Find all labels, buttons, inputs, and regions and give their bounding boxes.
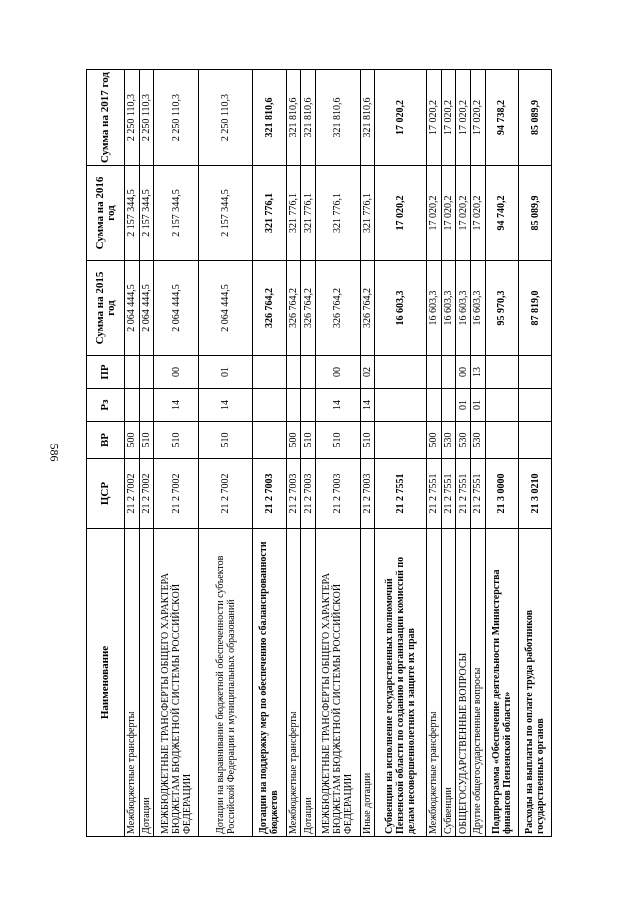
cell-vr [519,422,552,459]
cell-vr: 510 [154,422,199,459]
cell-s2016: 17 020,2 [427,166,442,261]
header-pr: ПР [87,356,125,389]
cell-csr: 21 2 7551 [427,459,442,529]
table-row [456,70,471,837]
cell-pr [301,356,316,389]
cell-csr: 21 2 7551 [375,459,427,529]
cell-pr [441,356,456,389]
cell-name: Дотации [139,529,154,837]
cell-s2015: 326 764,2 [253,261,287,356]
table-row [315,70,360,837]
cell-s2016: 321 776,1 [315,166,360,261]
cell-s2016: 85 089,9 [519,166,552,261]
cell-s2017: 2 250 110,3 [139,70,154,166]
cell-name: Другие общегосударственные вопросы [470,529,485,837]
cell-vr: 500 [286,422,301,459]
cell-s2016: 17 020,2 [375,166,427,261]
cell-name: Подпрограмма «Обеспечение деятельности Министерства финансов Пензенской области» [485,529,519,837]
cell-rz: 14 [199,389,253,422]
cell-rz [375,389,427,422]
cell-s2015: 2 064 444,5 [154,261,199,356]
cell-rz [427,389,442,422]
cell-pr [253,356,287,389]
table-row [360,70,375,837]
cell-pr [286,356,301,389]
cell-csr: 21 3 0000 [485,459,519,529]
cell-vr: 500 [427,422,442,459]
cell-s2017: 17 020,2 [427,70,442,166]
cell-csr: 21 2 7003 [360,459,375,529]
cell-rz: 14 [360,389,375,422]
cell-s2017: 2 250 110,3 [199,70,253,166]
cell-name: Межбюджетные трансферты [427,529,442,837]
table-body [125,70,552,837]
cell-pr [519,356,552,389]
cell-name: Субвенции [441,529,456,837]
cell-rz [441,389,456,422]
header-2017: Сумма на 2017 год [87,70,125,166]
cell-s2017: 2 250 110,3 [154,70,199,166]
table-row [301,70,316,837]
cell-rz [139,389,154,422]
header-vr: ВР [87,422,125,459]
cell-name: Дотации [301,529,316,837]
cell-vr: 510 [301,422,316,459]
cell-pr [485,356,519,389]
page-number: 586 [47,443,62,462]
cell-s2017: 17 020,2 [375,70,427,166]
header-2016: Сумма на 2016 год [87,166,125,261]
cell-rz: 01 [456,389,471,422]
cell-csr: 21 2 7003 [286,459,301,529]
header-csr: ЦСР [87,459,125,529]
cell-pr [375,356,427,389]
cell-csr: 21 2 7002 [125,459,140,529]
cell-pr: 01 [199,356,253,389]
cell-vr: 510 [360,422,375,459]
cell-s2015: 16 603,3 [375,261,427,356]
cell-rz [253,389,287,422]
table-row [286,70,301,837]
cell-pr: 02 [360,356,375,389]
cell-name: Дотации на поддержку мер по обеспечению сбалансированности бюджетов [253,529,287,837]
table-row [519,70,552,837]
cell-s2017: 17 020,2 [470,70,485,166]
cell-csr: 21 2 7002 [199,459,253,529]
table-row [427,70,442,837]
header-name: Наименование [87,529,125,837]
table-row [253,70,287,837]
cell-s2016: 17 020,2 [441,166,456,261]
cell-vr: 510 [199,422,253,459]
rotated-page [86,70,552,837]
cell-pr [139,356,154,389]
table-row [154,70,199,837]
cell-s2015: 16 603,3 [441,261,456,356]
cell-csr: 21 3 0210 [519,459,552,529]
cell-s2017: 321 810,6 [360,70,375,166]
table-row [441,70,456,837]
table-row [485,70,519,837]
cell-rz: 01 [470,389,485,422]
cell-s2016: 2 157 344,5 [125,166,140,261]
cell-pr [427,356,442,389]
cell-pr: 00 [315,356,360,389]
cell-name: Межбюджетные трансферты [286,529,301,837]
cell-rz: 14 [315,389,360,422]
cell-csr: 21 2 7551 [441,459,456,529]
cell-s2017: 321 810,6 [301,70,316,166]
cell-s2015: 95 970,3 [485,261,519,356]
cell-pr [125,356,140,389]
cell-s2015: 16 603,3 [470,261,485,356]
cell-s2017: 85 089,9 [519,70,552,166]
cell-s2017: 17 020,2 [441,70,456,166]
cell-rz [286,389,301,422]
cell-name: ОБЩЕГОСУДАРСТВЕННЫЕ ВОПРОСЫ [456,529,471,837]
cell-vr [253,422,287,459]
cell-rz: 14 [154,389,199,422]
cell-s2015: 16 603,3 [427,261,442,356]
cell-rz [301,389,316,422]
cell-vr: 530 [441,422,456,459]
cell-s2017: 94 738,2 [485,70,519,166]
cell-name: МЕЖБЮДЖЕТНЫЕ ТРАНСФЕРТЫ ОБЩЕГО ХАРАКТЕРА БЮДЖЕТАМ БЮДЖЕТНОЙ СИСТЕМЫ РОССИЙСКОЙ ФЕДЕРАЦИИ [154,529,199,837]
table-row [139,70,154,837]
cell-vr: 510 [315,422,360,459]
cell-name: МЕЖБЮДЖЕТНЫЕ ТРАНСФЕРТЫ ОБЩЕГО ХАРАКТЕРА БЮДЖЕТАМ БЮДЖЕТНОЙ СИСТЕМЫ РОССИЙСКОЙ ФЕДЕРАЦИИ [315,529,360,837]
cell-rz [485,389,519,422]
cell-s2015: 326 764,2 [360,261,375,356]
cell-s2017: 2 250 110,3 [125,70,140,166]
cell-name: Межбюджетные трансферты [125,529,140,837]
cell-csr: 21 2 7002 [139,459,154,529]
cell-vr: 530 [456,422,471,459]
cell-pr: 00 [456,356,471,389]
cell-name: Субвенции на исполнение государственных полномочий Пензенской области по созданию и организации комиссий по делам несовершеннолетних и защите их прав [375,529,427,837]
cell-s2015: 326 764,2 [301,261,316,356]
header-rz: Рз [87,389,125,422]
cell-s2016: 94 740,2 [485,166,519,261]
table-row [470,70,485,837]
cell-pr: 13 [470,356,485,389]
cell-s2017: 321 810,6 [315,70,360,166]
cell-csr: 21 2 7003 [315,459,360,529]
cell-name: Расходы на выплаты по оплате труда работников государственных органов [519,529,552,837]
cell-s2016: 2 157 344,5 [199,166,253,261]
cell-name: Иные дотации [360,529,375,837]
cell-s2015: 87 819,0 [519,261,552,356]
cell-s2016: 2 157 344,5 [154,166,199,261]
cell-csr: 21 2 7002 [154,459,199,529]
table-row [125,70,140,837]
cell-vr [375,422,427,459]
cell-vr: 510 [139,422,154,459]
cell-s2017: 321 810,6 [253,70,287,166]
header-row [87,70,125,837]
cell-pr: 00 [154,356,199,389]
cell-s2015: 2 064 444,5 [125,261,140,356]
cell-s2016: 17 020,2 [470,166,485,261]
cell-s2017: 17 020,2 [456,70,471,166]
header-2015: Сумма на 2015 год [87,261,125,356]
budget-table [86,69,552,837]
table-row [375,70,427,837]
cell-s2016: 321 776,1 [301,166,316,261]
cell-vr: 500 [125,422,140,459]
cell-s2016: 2 157 344,5 [139,166,154,261]
cell-rz [125,389,140,422]
cell-s2017: 321 810,6 [286,70,301,166]
cell-s2015: 2 064 444,5 [139,261,154,356]
cell-s2015: 326 764,2 [315,261,360,356]
cell-s2015: 2 064 444,5 [199,261,253,356]
cell-vr [485,422,519,459]
cell-s2016: 321 776,1 [253,166,287,261]
table-row [199,70,253,837]
cell-s2016: 321 776,1 [360,166,375,261]
cell-s2015: 16 603,3 [456,261,471,356]
cell-s2016: 17 020,2 [456,166,471,261]
cell-csr: 21 2 7551 [456,459,471,529]
cell-name: Дотации на выравнивание бюджетной обеспеченности субъектов Российской Федерации и муниципальных образований [199,529,253,837]
cell-csr: 21 2 7003 [301,459,316,529]
cell-csr: 21 2 7003 [253,459,287,529]
cell-rz [519,389,552,422]
cell-vr: 530 [470,422,485,459]
cell-s2015: 326 764,2 [286,261,301,356]
cell-csr: 21 2 7551 [470,459,485,529]
cell-s2016: 321 776,1 [286,166,301,261]
